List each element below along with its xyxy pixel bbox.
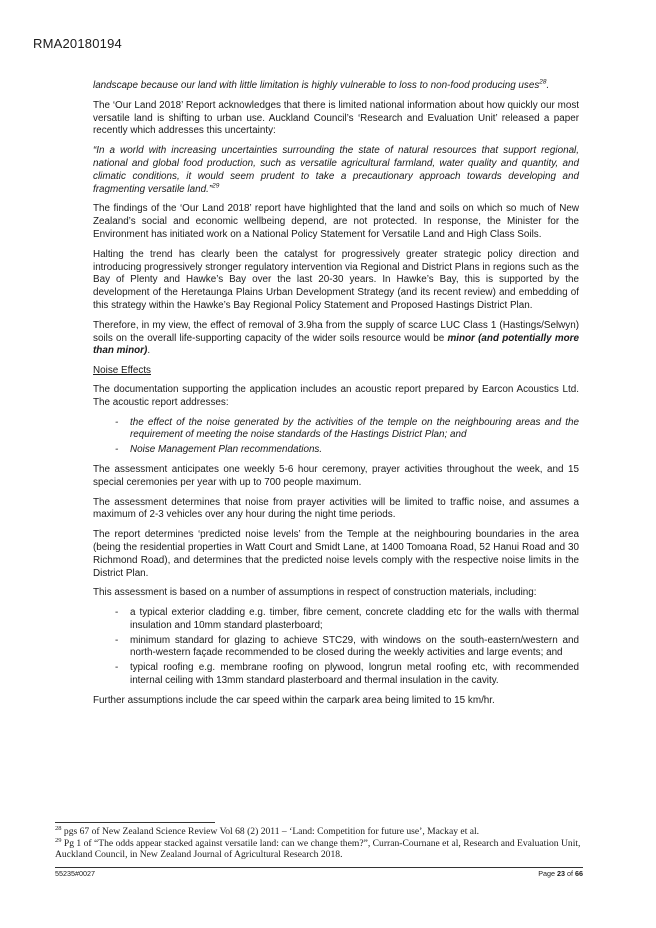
page-body — [93, 80, 579, 715]
footnote-28 — [55, 826, 583, 838]
page-footer — [55, 867, 583, 878]
footnote-text: Pg 1 of “The odds appear stacked against versatile land: can we change them?”, Curran-Cournane et al, Research and Evaluation Unit, Auckland Council, in New Zealand Journal of Agricultural Research 2018. — [55, 837, 581, 861]
list-item-text: Noise Management Plan recommendations. — [130, 444, 323, 456]
punctuation: . — [546, 80, 550, 91]
total-pages: 66 — [575, 869, 583, 878]
paragraph-our-land-report: The ‘Our Land 2018’ Report acknowledges that there is limited national information about how quickly our most versatile land is shifting to urban use. Auckland Council’s ‘Research and Evaluation Unit’ released a paper recently which addresses this uncertainty: — [93, 99, 579, 137]
current-page: 23 — [557, 869, 565, 878]
section-heading-noise-effects: Noise Effects — [93, 365, 151, 377]
paragraph-car-speed: Further assumptions include the car speed within the carpark area being limited to 15 km/hr. — [93, 694, 495, 706]
paragraph-halting-trend: Halting the trend has clearly been the catalyst for progressively greater strategic policy direction and introducing progressively stronger regulatory intervention via Regional and District Plans in regions such as the Bay of Plenty and Hawke’s Bay over the last 20-30 years. In Hawke’s Bay, this is supported by the development of the Heretaunga Plains Urban Development Strategy (and its recent review) and embedding of this strategy within the Hawke’s Bay Regional Policy Statement and Proposed Hastings District Plan. — [93, 248, 579, 311]
footnote-number: 28 — [55, 824, 62, 832]
footnote-separator — [55, 822, 215, 823]
footnotes — [55, 826, 583, 861]
footnote-ref-29[interactable]: 29 — [212, 182, 220, 190]
footnote-29 — [55, 838, 583, 861]
paragraph-land-limitation — [93, 80, 579, 93]
list-item-text: the effect of the noise generated by the activities of the temple on the neighbouring areas and the requirement of meeting the noise standards of the Hastings District Plan; and — [130, 416, 579, 441]
paragraph-predicted-noise: The report determines ‘predicted noise levels’ from the Temple at the neighbouring boundaries in the area (being the residential properties in Watt Court and Smidt Lane, at 1400 Tomoana Road, 52 Hanui Road and 30 Richmond Road), and determines that the predicted noise levels comply with the respective noise limits in the District Plan. — [93, 529, 579, 579]
paragraph-documentation: The documentation supporting the application includes an acoustic report prepared by Earcon Acoustics Ltd. The acoustic report addresses: — [93, 383, 579, 408]
page-number — [538, 869, 583, 879]
paragraph-findings: The findings of the ‘Our Land 2018’ report have highlighted that the land and soils on which so much of New Zealand’s social and economic wellbeing depend, are not protected. In response, the Minister for the Environment has initiated work on a National Policy Statement for Versatile Land and High Class Soils. — [93, 203, 579, 240]
acoustic-report-list — [93, 417, 579, 457]
list-item — [93, 607, 579, 633]
dash-bullet: - — [115, 607, 119, 619]
dash-bullet: - — [115, 634, 119, 646]
footer-doc-ref: 55235#0027 — [55, 869, 95, 878]
paragraph-text: landscape because our land with little limitation is highly vulnerable to loss to non-food producing uses — [93, 80, 540, 91]
construction-assumptions-list — [93, 607, 579, 688]
list-item — [93, 417, 579, 443]
dash-bullet: - — [115, 662, 119, 674]
paragraph-conclusion — [93, 320, 579, 358]
list-item-text: typical roofing e.g. membrane roofing on plywood, longrun metal roofing etc, with recommended internal ceiling with 13mm standard plasterboard and thermal insulation in the cavity. — [130, 662, 579, 687]
paragraph-traffic-noise: The assessment determines that noise from prayer activities will be limited to traffic noise, and assumes a maximum of 2-3 vehicles over any hour during the night time periods. — [93, 496, 579, 521]
footnote-number: 29 — [55, 836, 62, 844]
list-item-text: a typical exterior cladding e.g. timber, fibre cement, concrete cladding etc for the walls with thermal insulation and 10mm standard plasterboard; — [130, 607, 579, 631]
paragraph-ceremonies: The assessment anticipates one weekly 5-6 hour ceremony, prayer activities throughout the week, and 15 special ceremonies per year with up to 700 people maximum. — [93, 463, 579, 488]
punctuation: . — [147, 345, 151, 357]
list-item — [93, 444, 579, 457]
dash-bullet: - — [115, 416, 119, 428]
footnote-ref-28[interactable]: 28 — [539, 78, 547, 86]
page-label: Page — [538, 869, 557, 878]
list-item-text: minimum standard for glazing to achieve STC29, with windows on the south-eastern/western and north-western façade recommended to be closed during the weekly activities and large events; and — [130, 634, 579, 659]
paragraph-assumptions: This assessment is based on a number of assumptions in respect of construction materials, including: — [93, 587, 537, 599]
emphasis-minor: minor (and potentially more than minor) — [93, 332, 579, 357]
dash-bullet: - — [115, 444, 119, 456]
page-of: of — [565, 869, 575, 878]
footnote-text: pgs 67 of New Zealand Science Review Vol 68 (2) 2011 – ‘Land: Competition for future use’, Mackay et al. — [61, 826, 480, 837]
list-item — [93, 662, 579, 688]
list-item — [93, 635, 579, 661]
paragraph-text: Therefore, in my view, the effect of removal of 3.9ha from the supply of scarce LUC Class 1 (Hastings/Selwyn) soils on the overall life-supporting capacity of the wider soils resource would be — [93, 319, 579, 344]
quote-text: “In a world with increasing uncertainties surrounding the state of natural resources that support regional, national and global food production, such as versatile agricultural farmland, water quality and quantity, and climatic conditions, it would seem prudent to take a precautionary approach towards developing and fragmenting versatile land.” — [93, 145, 579, 195]
block-quote — [93, 145, 579, 196]
document-reference-header: RMA20180194 — [33, 36, 122, 51]
